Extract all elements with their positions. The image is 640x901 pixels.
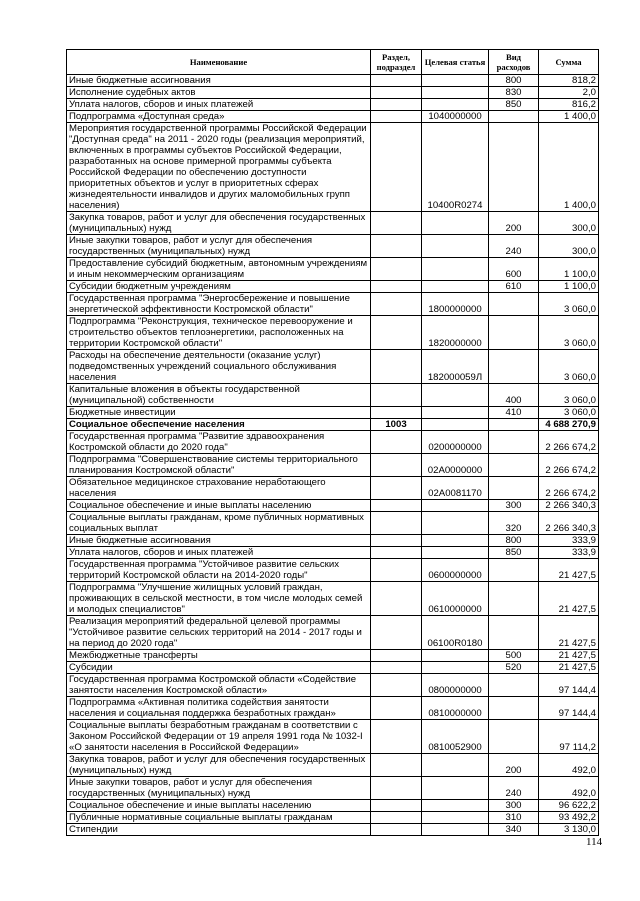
row-target: 0610000000 [422,582,489,616]
row-name: Иные бюджетные ассигнования [67,75,371,87]
row-kind: 300 [489,800,539,812]
row-name: Уплата налогов, сборов и иных платежей [67,547,371,559]
table-row [67,559,599,582]
row-kind: 240 [489,777,539,800]
header-kind: Вид расходов [489,50,539,75]
table-row [67,662,599,674]
row-section [371,258,422,281]
table-row [67,535,599,547]
row-sum: 21 427,5 [539,559,599,582]
row-section [371,87,422,99]
table-row [67,235,599,258]
row-target [422,384,489,407]
row-name: Исполнение судебных актов [67,87,371,99]
table-row [67,824,599,836]
row-target: 02А0081170 [422,477,489,500]
row-target: 0810052900 [422,720,489,754]
table-row [67,350,599,384]
row-target [422,99,489,111]
row-name: Мероприятия государственной программы Российской Федерации "Доступная среда" на 2011 - 2020 годы (реализация мероприятий, включенных в программы субъектов Российской Федерации, разработанных на основе примерной программы субъекта Российской Федерации по обеспечению доступности приоритетных объектов и услуг в приоритетных сферах жизнедеятельности инвалидов и других маломобильных групп населения) [67,123,371,212]
row-name: Государственная программа "Устойчивое развитие сельских территорий Костромской области на 2014-2020 годы" [67,559,371,582]
row-sum: 21 427,5 [539,582,599,616]
row-sum: 818,2 [539,75,599,87]
row-kind [489,582,539,616]
row-sum: 333,9 [539,547,599,559]
row-section [371,350,422,384]
row-target [422,662,489,674]
row-target [422,547,489,559]
table-row [67,384,599,407]
row-name: Государственная программа "Развитие здравоохранения Костромской области до 2020 года" [67,431,371,454]
row-name: Подпрограмма "Реконструкция, техническое перевооружение и строительство объектов теплоэнергетики, расположенных на территории Костромской области" [67,316,371,350]
row-target [422,212,489,235]
row-kind: 310 [489,812,539,824]
row-kind [489,720,539,754]
table-row [67,293,599,316]
table-row [67,212,599,235]
table-row [67,99,599,111]
row-kind [489,616,539,650]
row-section [371,293,422,316]
row-name: Капитальные вложения в объекты государственной (муниципальной) собственности [67,384,371,407]
table-row [67,674,599,697]
table-row [67,111,599,123]
row-sum: 2,0 [539,87,599,99]
row-target [422,500,489,512]
row-kind [489,111,539,123]
row-target: 0810000000 [422,697,489,720]
row-kind [489,316,539,350]
row-sum: 1 100,0 [539,258,599,281]
row-name: Подпрограмма «Доступная среда» [67,111,371,123]
table-row [67,800,599,812]
row-section [371,824,422,836]
row-name: Публичные нормативные социальные выплаты гражданам [67,812,371,824]
row-target [422,754,489,777]
row-kind: 300 [489,500,539,512]
table-row [67,720,599,754]
table-row [67,754,599,777]
row-kind: 320 [489,512,539,535]
row-sum: 3 060,0 [539,293,599,316]
row-target: 02А0000000 [422,454,489,477]
row-name: Закупка товаров, работ и услуг для обеспечения государственных (муниципальных) нужд [67,754,371,777]
row-sum: 21 427,5 [539,616,599,650]
row-name: Подпрограмма "Улучшение жилищных условий граждан, проживающих в сельской местности, в том числе молодых семей и молодых специалистов" [67,582,371,616]
table-row [67,477,599,500]
row-section [371,212,422,235]
row-sum: 3 130,0 [539,824,599,836]
row-target [422,258,489,281]
row-target: 182000059Л [422,350,489,384]
row-kind [489,350,539,384]
row-sum: 3 060,0 [539,407,599,419]
row-section [371,316,422,350]
row-kind [489,454,539,477]
header-sum: Сумма [539,50,599,75]
row-sum: 1 100,0 [539,281,599,293]
row-section [371,720,422,754]
row-sum: 2 266 674,2 [539,477,599,500]
row-target [422,535,489,547]
row-section [371,674,422,697]
row-kind [489,419,539,431]
row-section [371,535,422,547]
table-row [67,616,599,650]
table-body [67,75,599,836]
row-kind: 500 [489,650,539,662]
row-target [422,800,489,812]
row-name: Стипендии [67,824,371,836]
table-header-row [67,50,599,75]
row-target [422,87,489,99]
row-section [371,281,422,293]
row-name: Уплата налогов, сборов и иных платежей [67,99,371,111]
row-kind: 800 [489,75,539,87]
row-sum: 333,9 [539,535,599,547]
row-kind: 240 [489,235,539,258]
table-row [67,777,599,800]
row-target: 06100R0180 [422,616,489,650]
row-kind [489,674,539,697]
row-kind [489,431,539,454]
row-section [371,616,422,650]
row-section [371,812,422,824]
row-kind [489,293,539,316]
table-row [67,547,599,559]
row-section [371,500,422,512]
row-name: Закупка товаров, работ и услуг для обеспечения государственных (муниципальных) нужд [67,212,371,235]
row-sum: 21 427,5 [539,650,599,662]
row-target: 10400R0274 [422,123,489,212]
row-section [371,650,422,662]
header-name: Наименование [67,50,371,75]
row-sum: 96 622,2 [539,800,599,812]
row-target: 1040000000 [422,111,489,123]
row-name: Государственная программа "Энергосбережение и повышение энергетической эффективности Костромской области" [67,293,371,316]
header-section: Раздел, подраздел [371,50,422,75]
row-kind: 850 [489,547,539,559]
row-section [371,75,422,87]
row-section [371,454,422,477]
row-kind: 520 [489,662,539,674]
row-kind: 600 [489,258,539,281]
row-target: 1820000000 [422,316,489,350]
row-target [422,512,489,535]
row-section [371,123,422,212]
table-row [67,258,599,281]
table-row [67,407,599,419]
row-sum: 300,0 [539,212,599,235]
row-target: 1800000000 [422,293,489,316]
table-row [67,419,599,431]
row-target: 0600000000 [422,559,489,582]
row-name: Межбюджетные трансферты [67,650,371,662]
row-sum: 2 266 674,2 [539,454,599,477]
row-section [371,697,422,720]
row-name: Социальное обеспечение и иные выплаты населению [67,800,371,812]
row-name: Реализация мероприятий федеральной целевой программы "Устойчивое развитие сельских территорий на 2014 - 2017 годы и на период до 2020 года" [67,616,371,650]
row-target [422,650,489,662]
table-row [67,454,599,477]
row-target [422,824,489,836]
row-section [371,800,422,812]
row-name: Государственная программа Костромской области «Содействие занятости населения Костромской области» [67,674,371,697]
row-target: 0800000000 [422,674,489,697]
table-row [67,75,599,87]
row-section [371,99,422,111]
row-name: Социальное обеспечение и иные выплаты населению [67,500,371,512]
row-kind [489,123,539,212]
header-target: Целевая статья [422,50,489,75]
page-number: 114 [586,836,603,848]
row-kind: 340 [489,824,539,836]
row-section [371,407,422,419]
row-section [371,477,422,500]
row-name: Иные закупки товаров, работ и услуг для обеспечения государственных (муниципальных) нужд [67,235,371,258]
row-section [371,431,422,454]
row-kind: 800 [489,535,539,547]
row-target [422,812,489,824]
row-sum: 492,0 [539,754,599,777]
row-sum: 1 400,0 [539,123,599,212]
row-section [371,559,422,582]
row-kind: 850 [489,99,539,111]
row-name: Социальные выплаты гражданам, кроме публичных нормативных социальных выплат [67,512,371,535]
row-sum: 93 492,2 [539,812,599,824]
row-target [422,75,489,87]
row-section [371,111,422,123]
row-section [371,547,422,559]
table-row [67,582,599,616]
row-name: Расходы на обеспечение деятельности (оказание услуг) подведомственных учреждений социального обслуживания населения [67,350,371,384]
row-name: Подпрограмма "Совершенствование системы территориального планирования Костромской области" [67,454,371,477]
row-kind: 400 [489,384,539,407]
row-kind: 200 [489,212,539,235]
row-section [371,582,422,616]
row-name: Иные закупки товаров, работ и услуг для обеспечения государственных (муниципальных) нужд [67,777,371,800]
row-section: 1003 [371,419,422,431]
row-sum: 97 144,4 [539,697,599,720]
row-sum: 97 114,2 [539,720,599,754]
row-name: Бюджетные инвестиции [67,407,371,419]
row-kind [489,559,539,582]
row-name: Подпрограмма «Активная политика содействия занятости населения и социальная поддержка безработных граждан» [67,697,371,720]
row-section [371,384,422,407]
row-kind [489,477,539,500]
row-name: Обязательное медицинское страхование неработающего населения [67,477,371,500]
row-section [371,235,422,258]
row-target [422,777,489,800]
row-name: Предоставление субсидий бюджетным, автономным учреждениям и иным некоммерческим организациям [67,258,371,281]
row-sum: 492,0 [539,777,599,800]
row-kind [489,697,539,720]
row-kind: 830 [489,87,539,99]
table-row [67,697,599,720]
row-target: 0200000000 [422,431,489,454]
row-sum: 816,2 [539,99,599,111]
row-sum: 300,0 [539,235,599,258]
table-row [67,316,599,350]
row-kind: 610 [489,281,539,293]
row-sum: 97 144,4 [539,674,599,697]
row-target [422,281,489,293]
row-kind: 200 [489,754,539,777]
table-row [67,123,599,212]
budget-table [66,49,599,836]
table-row [67,512,599,535]
row-name: Социальные выплаты безработным гражданам в соответствии с Законом Российской Федерации от 19 апреля 1991 года № 1032-I «О занятости населения в Российской Федерации» [67,720,371,754]
table-row [67,87,599,99]
row-section [371,754,422,777]
row-name: Иные бюджетные ассигнования [67,535,371,547]
row-target [422,235,489,258]
table-row [67,812,599,824]
row-sum: 3 060,0 [539,350,599,384]
row-sum: 2 266 674,2 [539,431,599,454]
table-row [67,431,599,454]
table-row [67,500,599,512]
row-target [422,407,489,419]
row-section [371,512,422,535]
row-sum: 1 400,0 [539,111,599,123]
row-section [371,777,422,800]
row-section [371,662,422,674]
row-sum: 21 427,5 [539,662,599,674]
row-sum: 3 060,0 [539,384,599,407]
row-kind: 410 [489,407,539,419]
row-name: Субсидии [67,662,371,674]
row-sum: 4 688 270,9 [539,419,599,431]
row-sum: 2 266 340,3 [539,500,599,512]
table-row [67,650,599,662]
row-sum: 2 266 340,3 [539,512,599,535]
row-name: Социальное обеспечение населения [67,419,371,431]
row-target [422,419,489,431]
row-sum: 3 060,0 [539,316,599,350]
table-row [67,281,599,293]
row-name: Субсидии бюджетным учреждениям [67,281,371,293]
